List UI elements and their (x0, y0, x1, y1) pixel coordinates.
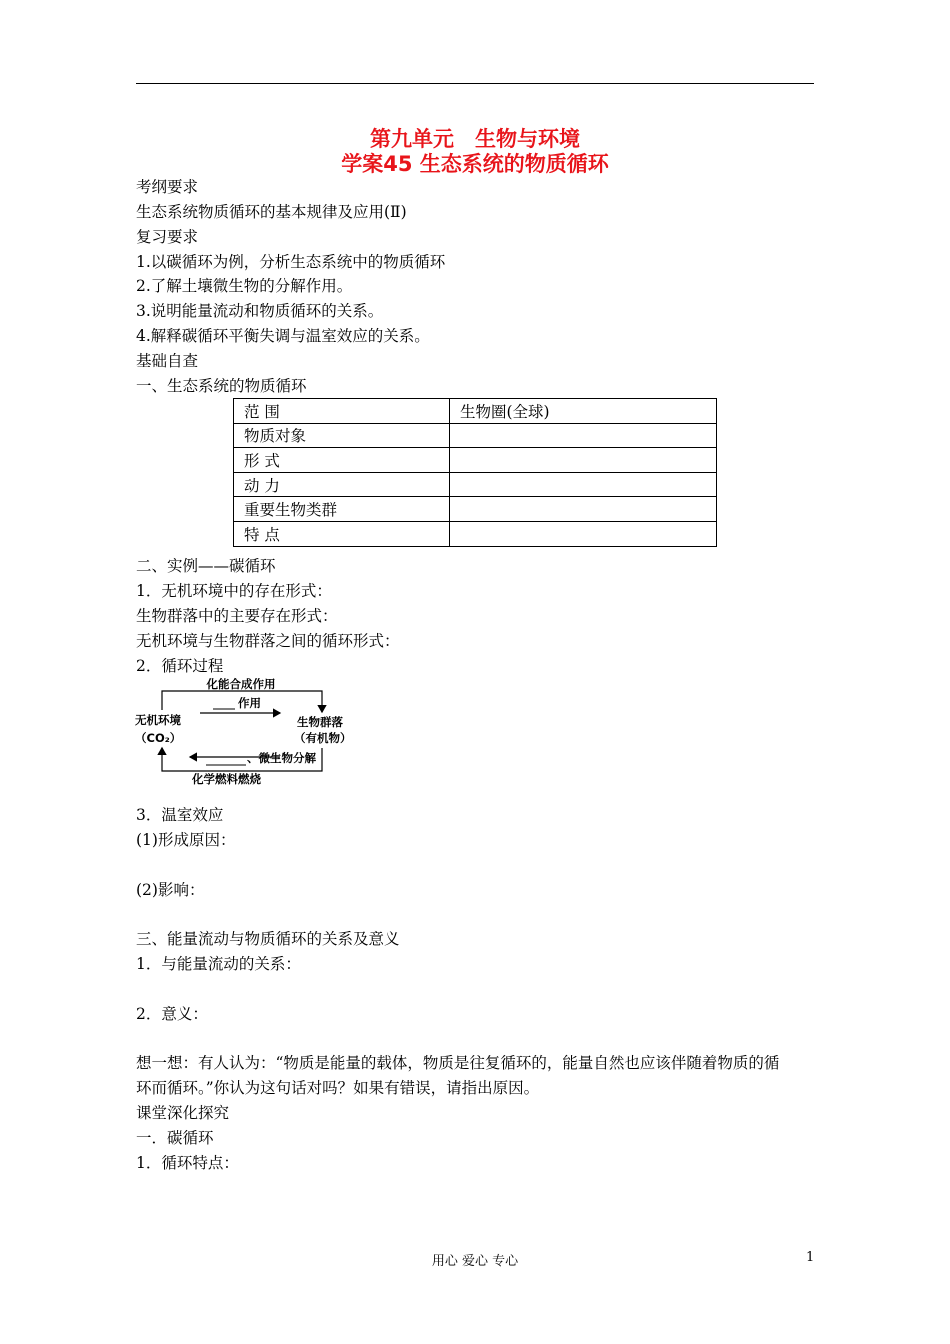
table-cell-value: 生物圈(全球) (450, 399, 717, 424)
lesson-title: 学案45 生态系统的物质循环 (341, 152, 609, 176)
section-heading: 考纲要求 (136, 178, 199, 196)
text-line: 1．与能量流动的关系： (136, 955, 301, 973)
text-line: 2．意义： (136, 1005, 208, 1023)
text-line: 2．循环过程 (136, 657, 224, 675)
footer-text: 用心 爱心 专心 (431, 1254, 519, 1269)
table-cell-label: 动 力 (234, 472, 450, 497)
section-heading: 一、生态系统的物质循环 (136, 377, 307, 395)
text-line: 3.说明能量流动和物质循环的关系。 (136, 302, 384, 320)
carbon-cycle-diagram (130, 676, 370, 786)
text-line: 2.了解土壤微生物的分解作用。 (136, 277, 353, 295)
text-line: 无机环境与生物群落之间的循环形式： (136, 632, 400, 650)
abiotic-environment-sub: （CO₂） (135, 731, 182, 745)
section-heading: 三、能量流动与物质循环的关系及意义 (136, 930, 400, 948)
text-line: 1．循环特点： (136, 1154, 239, 1172)
section-heading: 课堂深化探究 (136, 1104, 230, 1122)
text-line: 生态系统物质循环的基本规律及应用(Ⅱ) (136, 203, 407, 221)
text-line: 1.以碳循环为例，分析生态系统中的物质循环 (136, 253, 446, 271)
unit-title: 第九单元 生物与环境 (370, 127, 580, 151)
table-cell-value (450, 497, 717, 522)
text-line: 3．温室效应 (136, 806, 224, 824)
table-cell-label: 重要生物类群 (234, 497, 450, 522)
table-row (234, 472, 717, 497)
table-row (234, 448, 717, 473)
text-line: 生物群落中的主要存在形式： (136, 607, 338, 625)
text-line: 1．无机环境中的存在形式： (136, 582, 332, 600)
table-row (234, 399, 717, 424)
material-cycle-table (233, 398, 717, 547)
table-cell-value (450, 472, 717, 497)
text-line: (2)影响： (136, 881, 205, 899)
table-row (234, 423, 717, 448)
table-cell-value (450, 521, 717, 546)
table-cell-label: 范 围 (234, 399, 450, 424)
text-line: 一．碳循环 (136, 1129, 214, 1147)
table-row (234, 521, 717, 546)
decomposition-label: 、微生物分解 (247, 751, 316, 765)
table-cell-value (450, 448, 717, 473)
text-line: 4.解释碳循环平衡失调与温室效应的关系。 (136, 327, 430, 345)
text-line: (1)形成原因： (136, 831, 236, 849)
biotic-community-node: 生物群落 (297, 715, 343, 729)
section-heading: 复习要求 (136, 228, 199, 246)
section-heading: 二、实例——碳循环 (136, 557, 276, 575)
biotic-community-sub: （有机物） (294, 731, 352, 745)
text-line: 想一想：有人认为：“物质是能量的载体，物质是往复循环的，能量自然也应该伴随着物质的循 (136, 1054, 780, 1072)
table-cell-label: 特 点 (234, 521, 450, 546)
table-cell-label: 形 式 (234, 448, 450, 473)
table-cell-value (450, 423, 717, 448)
table-cell-label: 物质对象 (234, 423, 450, 448)
page-number: 1 (806, 1250, 815, 1265)
photosynthesis-label: 作用 (238, 696, 261, 710)
header-rule (136, 83, 814, 84)
chemosynthesis-label: 化能合成作用 (206, 677, 276, 691)
section-heading: 基础自查 (136, 352, 199, 370)
table-row (234, 497, 717, 522)
text-line: 环而循环。”你认为这句话对吗？如果有错误，请指出原因。 (136, 1079, 540, 1097)
abiotic-environment-node: 无机环境 (135, 713, 181, 727)
combustion-label: 化学燃料燃烧 (192, 772, 261, 786)
